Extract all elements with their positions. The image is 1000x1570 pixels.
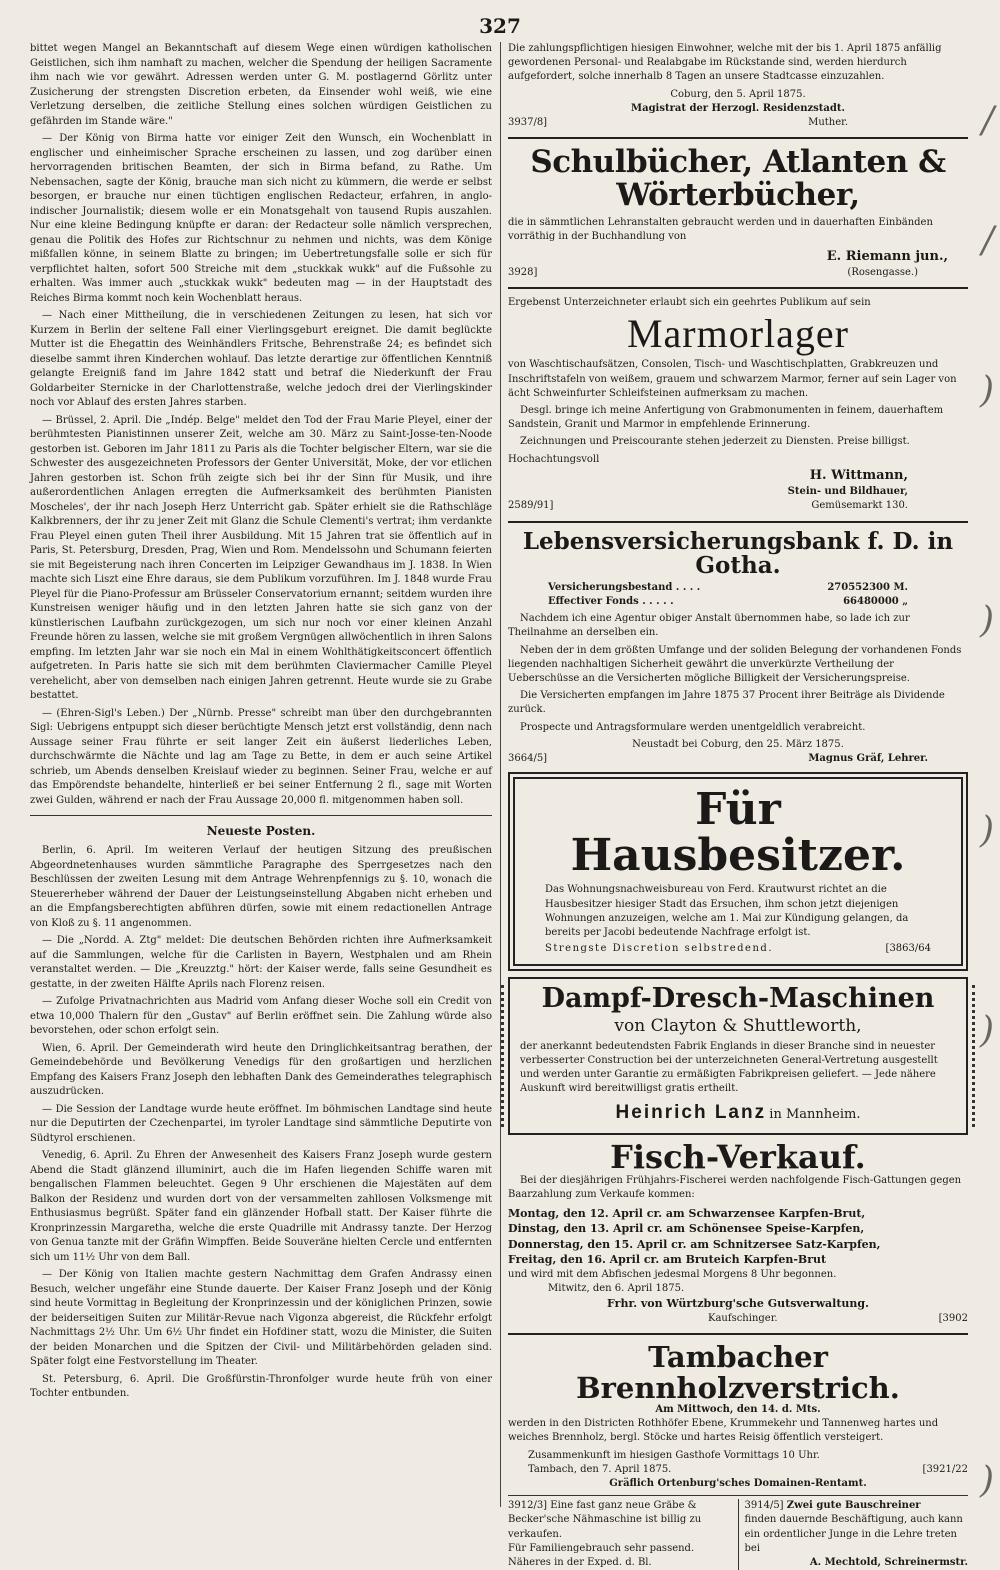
schulbuecher-headline: Schulbücher, Atlanten & Wörterbücher, xyxy=(530,144,946,213)
schulbuecher-text: die in sämmtlichen Lehranstalten gebraucht werden und in dauerhaften Einbänden vorräthig in der Buchhandlung von xyxy=(508,217,933,243)
naehmaschine-text: Eine fast ganz neue Gräbe & Becker'sche Nähmaschine ist billig zu verkaufen. xyxy=(508,1500,702,1540)
schulbuecher-addr: (Rosengasse.) xyxy=(847,267,918,279)
article-paragraph: — Brüssel, 2. April. Die „Indép. Belge" meldet den Tod der Frau Marie Pleyel, einer der berühmtesten Pianistinnen unserer Zeit, welche am 30. März zu Saint-Josse-ten-Noode gestorben ist. Geboren im Jahr 1811 zu Paris als die Tochter belgischer Eltern, war sie die Schwester des ausgezeichneten Professors der Genter Universität, Moke, der vor etlichen Jahren gestorben ist. Schon früh zeigte sich bei ihr der Sinn für Musik, und ihre außerordentlichen Anlagen erregten die Aufmerksamkeit des berühmten Pianisten Moscheles', der ihr nach Joseph Herz Unterricht gab. Später erhielt sie die Rathschläge Kalkbrenners, der ihr zu jener Zeit mit Glanz die Schule Clementi's vertrat; ihm verdankte Frau Pleyel einen guten Theil ihrer Ausbildung. Mit 15 Jahren trat sie öffentlich auf in Paris, St. Petersburg, Dresden, Prag, Wien und Rom. Mendelssohn und Schumann feierten sie mit Begeisterung nach ihren Concerten im Leipziger Gewandhaus im J. 1838. In Wien machte sich Liszt eine Ehre daraus, sie dem Publikum vorzuführen. Im J. 1848 wurde Frau Pleyel für die Piano-Professur am Brüsseler Conservatorium ernannt; seitdem wurden ihre Kunstreisen weniger häufig und in den letzten Jahren hatte sie sich ganz von der künstlerischen Laufbahn zurückgezogen, um sich nur noch vor einer kleinen Anzahl Freunde hören zu lassen, welche sie mit großem Vergnügen allwöchentlich in ihren Salons empfing. Im letzten Jahr war sie noch ein Mal in einem Wohlthätigkeitsconcert öffentlich aufgetreten. In Paris hatte sie sich mit dem berühmten Claviermacher Camille Pleyel verehelicht, aber von demselben nach einigen Jahren getrennt. Heute wurde sie zu Grabe bestattet. xyxy=(30,414,492,701)
lebens-footer xyxy=(508,752,968,766)
lebens-text: Nachdem ich eine Agentur obiger Anstalt übernommen habe, so lade ich zur Theilnahme an derselben ein. xyxy=(508,613,910,639)
lebens-figure-value: 270552300 M. xyxy=(827,581,908,593)
ad-divider xyxy=(508,287,968,289)
marmor-intro: Ergebenst Unterzeichneter erlaubt sich ein geehrtes Publikum auf sein xyxy=(508,297,871,309)
hausbesitzer-footer xyxy=(545,942,931,956)
news-item: — Der König von Italien machte gestern Nachmittag dem Grafen Andrassy einen Besuch, welcher ungefähr eine Stunde dauerte. Der Kaiser Franz Joseph und der König sind heute Vormittag in Begleitung der Kronprinzessin und der königlichen Prinzen, sowie der beiderseitigen Suiten zur Militär-Revue nach Vigonza abgereist, die Rückfehr erfolgt Nachmittags 2½ Uhr. Um 6½ Uhr findet ein Hofdiner statt, wozu die Minister, die Suiten der beiden Monarchen und die Spitzen der Civil- und Militärbehörden geladen sind. Später folgt eine Festvorstellung im Theater. xyxy=(30,1269,492,1368)
lebens-figure-label: Effectiver Fonds . . . . . xyxy=(548,596,674,608)
dampf-text: der anerkannt bedeutendsten Fabrik Englands in dieser Branche sind in neuester verbesserter Construction bei der unterzeichneten General-Vertretung ausgestellt und werden unter Garantie zu ermäßigten Fabrikpreisen geliefert. — Jede nähere Auskunft wird bereitwilligst gratis ertheilt. xyxy=(520,1040,938,1095)
notice-place-date: Coburg, den 5. April 1875. xyxy=(670,88,806,100)
lebens-signer: Magnus Gräf, Lehrer. xyxy=(808,752,928,764)
article-paragraph: — (Ehren-Sigl's Leben.) Der „Nürnb. Presse" schreibt man über den durchgebrannten Sigl: Uebrigens entpuppt sich dieser berüchtigte Mensch jetzt erst vollständig, denn nach Aussage seiner Frau führte er seit langer Zeit ein äußerst liederliches Leben, durchschwärmte die Nächte und lag am Tage zu Bette, in dem er auch seine Artikel schrieb, um Abends denselben Kreislauf wieder zu beginnen. Seiner Frau, welche er auf das Empörendste behandelte, hinterließ er bei seiner Entfernung 2 fl., sage mit Worten zwei Gulden, während er nach der Frau Aussage 20,000 fl. mitgenommen haben soll. xyxy=(30,707,492,806)
hausbesitzer-ref: [3863/64 xyxy=(885,943,931,955)
column-rule xyxy=(500,42,501,1507)
lebens-text: Neben der in dem größten Umfange und der soliden Belegung der vorhandenen Fonds liegenden nachhaltigen Sicherheit gewährt die unverkürzte Vertheilung der Ueberschüsse an die Versicherten mögliche Billigkeit der Versicherungspreise. xyxy=(508,644,962,684)
marmor-ad xyxy=(508,296,968,513)
fisch-firm: Frhr. von Würtzburg'sche Gutsverwaltung. xyxy=(607,1297,869,1311)
marmor-addr: Gemüsemarkt 130. xyxy=(811,500,908,512)
page-number: 327 xyxy=(479,14,521,38)
dampf-firm-line xyxy=(520,1100,956,1127)
fisch-place-date: Mitwitz, den 6. April 1875. xyxy=(548,1283,685,1295)
dampf-place: in Mannheim. xyxy=(769,1106,861,1122)
tambach-ref: [3921/22 xyxy=(922,1463,968,1475)
schulbuecher-firm: E. Riemann jun., xyxy=(826,248,948,264)
hausbesitzer-ad xyxy=(508,772,968,971)
margin-mark: ) xyxy=(979,600,994,641)
fisch-line: Freitag, den 16. April cr. am Bruteich Karpfen-Brut xyxy=(508,1253,827,1267)
news-item: Venedig, 6. April. Zu Ehren der Anwesenheit des Kaisers Franz Joseph wurde gestern Abend die Stadt glänzend illuminirt, auch die im Hafen liegenden Schiffe waren mit bengalischen Flammen beleuchtet. Gegen 9 Uhr erschienen die Majestäten auf dem Balkon der Residenz und wurden dort von der versammelten zahllosen Volksmenge mit Enthusiasmus begrüßt. Später fand ein glänzender Hofball statt. Der Kaiser führte die Kronprinzessin Margaretha, welche die erste Quadrille mit Andrassy tanzte. Der Herzog von Genua tanzte mit der Gräfin Wimpffen. Beide Souveräne hielten Cercle und entfernten sich um 11½ Uhr von dem Ball. xyxy=(30,1150,492,1263)
fisch-footer xyxy=(508,1312,968,1326)
naehmaschine-ref: 3912/3] xyxy=(508,1500,548,1512)
tambach-place-date: Tambach, den 7. April 1875. xyxy=(528,1463,672,1475)
tambach-authority: Gräflich Ortenburg'sches Domainen-Rentamt. xyxy=(609,1477,867,1489)
fisch-tail: und wird mit dem Abfischen jedesmal Morgens 8 Uhr begonnen. xyxy=(508,1269,837,1280)
dampf-subheadline: von Clayton & Shuttleworth, xyxy=(614,1015,862,1036)
tambach-date: Am Mittwoch, den 14. d. Mts. xyxy=(655,1404,821,1416)
notice-ref: 3937/8] xyxy=(508,116,548,128)
margin-pencil-marks xyxy=(966,40,994,1500)
margin-mark: ) xyxy=(979,1010,994,1051)
article-paragraph: — Nach einer Mittheilung, die in verschiedenen Zeitungen zu lesen, hat sich vor Kurzem in Berlin der seltene Fall einer Vierlingsgeburt ereignet. Die damit beglückte Mutter ist die Ehegattin des Weinhändlers Fritsche, Behrenstraße 24; es befindet sich dieselbe sammt ihren Kinderchen wohlauf. Das letzte derartige zur öffentlichen Kenntniß gelangte Ereigniß fand im Jahre 1842 statt und betraf die Niederkunft der Frau Goldarbeiter Sternicke in der Charlottenstraße, welche jedoch drei der Vierlingskinder noch vor Ablauf des ersten Jahres starben. xyxy=(30,310,492,408)
tambach-ad xyxy=(508,1342,968,1491)
news-item: — Die „Nordd. A. Ztg" meldet: Die deutschen Behörden richten ihre Aufmerksamkeit auf die Sammlungen, welche für die Carlisten in Bayern, Westphalen und am Rhein veranstaltet werden. — Die „Kreuzztg." hört: der Kaiser werde, falls seine Gesundheit es gestatte, in der zweiten Hälfte Aprils nach Florenz reisen. xyxy=(30,935,492,990)
marmor-firm: H. Wittmann, xyxy=(809,467,908,483)
fisch-headline: Fisch-Verkauf. xyxy=(610,1137,866,1176)
notice-text: Die zahlungspflichtigen hiesigen Einwohner, welche mit der bis 1. April 1875 anfällig gewordenen Personal- und Realabgabe im Rückstande sind, werden hierdurch aufgefordert, solche innerhalb 8 Tagen an unsere Stadtcasse einzuzahlen. xyxy=(508,43,942,83)
section-divider xyxy=(30,815,492,816)
marmor-regards: Hochachtungsvoll xyxy=(508,453,600,465)
margin-mark: ) xyxy=(979,1460,994,1501)
bauschreiner-signer: A. Mechtold, Schreinermstr. xyxy=(809,1556,968,1568)
marmor-headline: Marmorlager xyxy=(626,311,849,357)
margin-mark: ) xyxy=(979,810,994,851)
dampf-firm: Heinrich Lanz xyxy=(615,1101,767,1123)
bauschreiner-text: finden dauernde Beschäftigung, auch kann ein ordentlicher Junge in die Lehre treten bei xyxy=(744,1514,963,1554)
fisch-line: Dinstag, den 13. April cr. am Schönensee Speise-Karpfen, xyxy=(508,1222,865,1236)
news-item: — Zufolge Privatnachrichten aus Madrid vom Anfang dieser Woche soll ein Credit von etwa 10,000 Thalern für den „Gustav" auf Berlin eröffnet sein. Die Zahlung würde also bevorstehen, oder schon erfolgt sein. xyxy=(30,996,492,1037)
marmor-text: Zeichnungen und Preiscourante stehen jederzeit zu Diensten. Preise billigst. xyxy=(520,436,910,448)
lebens-figure-label: Versicherungsbestand . . . . xyxy=(548,581,701,593)
dampf-headline: Dampf-Dresch-Maschinen xyxy=(541,983,935,1015)
fisch-ref: [3902 xyxy=(938,1312,968,1324)
ad-divider xyxy=(508,521,968,523)
lebens-figure xyxy=(548,581,908,595)
fisch-line: Montag, den 12. April cr. am Schwarzensee Karpfen-Brut, xyxy=(508,1206,866,1220)
article-paragraph: bittet wegen Mangel an Bekanntschaft auf diesem Wege einen würdigen katholischen Geistlichen, sich ihm namhaft zu machen, welcher die Spendung der heiligen Sacramente ihm nach wie vor gewährt. Adressen werden unter G. M. postlagernd Görlitz unter Zusicherung der strengsten Discretion erbeten, da Einsender wohl weiß, wie eine Verletzung derselben, die zeitliche Stellung eines solchen würdigen Geistlichen zu gefährden im Stande wäre." xyxy=(30,43,492,127)
margin-mark: / xyxy=(981,220,994,261)
marmor-ref: 2589/91] xyxy=(508,500,554,512)
tambach-text: werden in den Districten Rothhöfer Ebene, Krummekehr und Tannenweg hartes und weiches Brennholz, bergl. Stöcke und hartes Reisig öffentlich versteigert. xyxy=(508,1418,939,1444)
marmor-text: von Waschtischaufsätzen, Consolen, Tisch- und Waschtischplatten, Grabkreuzen und Inschriftstafeln von weißem, grauem und schwarzem Marmor, ferner auf sein Lager von ächt Schweinfurter Schleifsteinen aufmerksam zu machen. xyxy=(508,359,957,399)
ad-divider xyxy=(508,1333,968,1335)
news-item: Wien, 6. April. Der Gemeinderath wird heute den Dringlichkeitsantrag berathen, der Gemeindebehörde und Bevölkerung Venedigs für den großartigen und herzlichen Empfang des Kaisers Franz Joseph den lebhaften Dank des Gemeinderathes telegraphisch auszudrücken. xyxy=(30,1042,492,1098)
lebens-text: Die Versicherten empfangen im Jahre 1875 37 Procent ihrer Beiträge als Dividende zurück. xyxy=(508,690,945,716)
fisch-line: Donnerstag, den 15. April cr. am Schnitzersee Satz-Karpfen, xyxy=(508,1237,881,1251)
lebens-ad xyxy=(508,527,968,767)
notice-footer xyxy=(508,116,968,130)
hausbesitzer-text: Das Wohnungsnachweisbureau von Ferd. Krautwurst richtet an die Hausbesitzer hiesiger Stadt das Ersuchen, ihm schon jetzt diejenigen Wohnungen anzuzeigen, welche am 1. Mai zur Kündigung gelangen, da bereits per Jacobi bedeutende Nachfrage erfolgt ist. xyxy=(545,884,909,939)
margin-mark: / xyxy=(981,100,994,141)
naehmaschine-text-2: Für Familiengebrauch sehr passend. Näheres in der Exped. d. Bl. xyxy=(508,1542,695,1568)
bauschreiner-headline: Zwei gute Bauschreiner xyxy=(786,1500,921,1512)
schulbuecher-ad xyxy=(508,146,968,280)
notice-signer: Muther. xyxy=(808,116,848,128)
tambach-headline: Tambacher Brennholzverstrich. xyxy=(576,1340,900,1405)
section-title: Neueste Posten. xyxy=(206,824,316,838)
lebens-figure xyxy=(548,595,908,609)
marmor-text: Desgl. bringe ich meine Anfertigung von Grabmonumenten in feinem, dauerhaftem Sandstein, Granit und Marmor in empfehlende Erinnerung. xyxy=(508,404,944,431)
bauschreiner-ad xyxy=(739,1499,969,1570)
right-column xyxy=(508,42,968,1568)
lebens-place-date: Neustadt bei Coburg, den 25. März 1875. xyxy=(632,738,844,750)
news-item: — Die Session der Landtage wurde heute eröffnet. Im böhmischen Landtage sind heute nur die Deputirten der Czechenpartei, im tyroler Landtage sind sämmtliche Deputirte von Südtyrol erschienen. xyxy=(30,1103,492,1144)
news-item: St. Petersburg, 6. April. Die Großfürstin-Thronfolger wurde heute früh von einer Tochter entbunden. xyxy=(30,1373,492,1400)
news-item: Berlin, 6. April. Im weiteren Verlauf der heutigen Sitzung des preußischen Abgeordnetenhauses wurden sämmtliche Paragraphe des Sperrgesetzes nach den Beschlüssen der zweiten Lesung mit dem Antrage Wehrenpfennigs zu §. 10, wonach die Steuererheber während der Dauer der Leistungseinstellung Abgaben nicht erheben und an die Empfangsberechtigten abführen dürfen, sowie mit einem redactionellen Antrage von Kloß zu §. 11 angenommen. xyxy=(30,845,492,929)
lebens-text: Prospecte und Antragsformulare werden unentgeldlich verabreicht. xyxy=(520,721,866,733)
lebens-figure-value: 66480000 „ xyxy=(843,596,908,608)
tax-notice xyxy=(508,42,968,130)
marmor-trade: Stein- und Bildhauer, xyxy=(787,486,908,498)
hausbesitzer-headline: Für Hausbesitzer. xyxy=(570,784,906,882)
schulbuecher-ref: 3928] xyxy=(508,267,538,279)
fisch-ad xyxy=(508,1137,968,1327)
bottom-ads xyxy=(508,1495,968,1570)
hausbesitzer-closing: Strengste Discretion selbstredend. xyxy=(545,943,773,955)
naehmaschine-ad xyxy=(508,1499,739,1570)
bauschreiner-line xyxy=(745,1499,969,1513)
lebens-ref: 3664/5] xyxy=(508,752,548,764)
tambach-footer xyxy=(508,1463,968,1477)
naehmaschine-line xyxy=(508,1499,732,1542)
left-column xyxy=(30,42,492,1502)
bauschreiner-ref: 3914/5] xyxy=(744,1500,784,1512)
dampf-ad xyxy=(508,977,968,1134)
schulbuecher-footer xyxy=(508,266,968,280)
lebens-headline: Lebensversicherungsbank f. D. in Gotha. xyxy=(522,527,954,579)
fisch-role: Kaufschinger. xyxy=(708,1312,778,1324)
ad-divider xyxy=(508,137,968,139)
article-paragraph: — Der König von Birma hatte vor einiger Zeit den Wunsch, ein Wochenblatt in englischer und einheimischer Sprache erscheinen zu lassen, und zog darüber einen hervorragenden britischen Beamten, der sich in Birma befand, zu Rathe. Um Nebensachen, sagte der König, brauche man sich nicht zu kümmern, die werde er selbst besorgen, er brauche nur einen tüchtigen englischen Redacteur, erfahren, in anglo-indischer Journalistik; diesem wolle er ein Monatsgehalt von tausend Rupis auszahlen. Nur eine kleine Bedingung knüpfte er daran: der Redacteur solle nämlich versprechen, genau die Politik des Hofes zur Richtschnur zu nehmen und nichts, was dem Könige mißfallen könne, in seinem Blatte zu bringen; im Uebertretungsfalle solle er sich für verpflichtet halten, sofort 500 Streiche mit dem „stuckkak wukk" auf die Fußsohle zu erhalten. Was immer auch „stuckkak wukk" bedeuten mag — in der Hauptstadt des Reiches Birma kommt noch kein Wochenblatt heraus. xyxy=(30,133,492,304)
marmor-footer xyxy=(508,499,968,513)
margin-mark: ) xyxy=(979,370,994,411)
fisch-intro: Bei der diesjährigen Frühjahrs-Fischerei werden nachfolgende Fisch-Gattungen gegen Baarzahlung zum Verkaufe kommen: xyxy=(508,1175,962,1201)
tambach-meet: Zusammenkunft im hiesigen Gasthofe Vormittags 10 Uhr. xyxy=(528,1449,820,1461)
notice-authority: Magistrat der Herzogl. Residenzstadt. xyxy=(631,102,845,114)
